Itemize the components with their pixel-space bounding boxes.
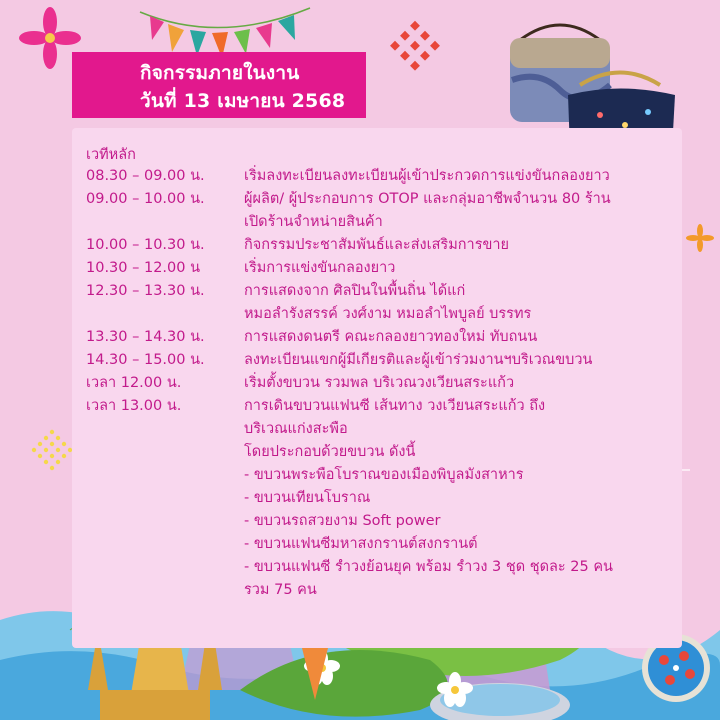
schedule-detail: เปิดร้านจำหน่ายสินค้า (244, 214, 383, 230)
schedule-detail: รวม 75 คน (244, 582, 317, 598)
schedule-time: 13.30 – 14.30 น. (86, 329, 205, 345)
schedule-detail: เริ่มลงทะเบียนลงทะเบียนผู้เข้าประกวดการแข่งขันกลองยาว (244, 168, 610, 184)
schedule-detail: การแสดงดนตรี คณะกลองยาวทองใหม่ ทับถนน (244, 329, 538, 345)
schedule-detail: โดยประกอบด้วยขบวน ดังนี้ (244, 444, 416, 460)
schedule-time: 14.30 – 15.00 น. (86, 352, 205, 368)
schedule-time: 09.00 – 10.00 น. (86, 191, 205, 207)
schedule-detail: บริเวณแก่งสะพือ (244, 421, 348, 437)
schedule-time: 12.30 – 13.30 น. (86, 283, 205, 299)
parade-list-item: - ขบวนแฟนซีมหาสงกรานต์สงกรานต์ (244, 536, 478, 552)
small-flower-icon (686, 224, 714, 252)
schedule-detail: ลงทะเบียนแขกผู้มีเกียรติและผู้เข้าร่วมงานฯบริเวณขบวน (244, 352, 593, 368)
dotted-diamond-icon (32, 430, 72, 470)
schedule-time: 10.30 – 12.00 น (86, 260, 201, 276)
schedule-time: เวลา 12.00 น. (86, 375, 182, 391)
schedule-time: 10.00 – 10.30 น. (86, 237, 205, 253)
parade-list-item: - ขบวนแฟนซี รำวงย้อนยุค พร้อม รำวง 3 ชุด ชุดละ 25 คน (244, 559, 613, 575)
event-date: วันที่ 13 เมษายน 2568 (140, 90, 346, 112)
schedule-detail: การแสดงจาก ศิลปินในพื้นถิ่น ได้แก่ (244, 283, 466, 299)
bunting-icon (140, 8, 310, 58)
schedule-detail: เริ่มตั้งขบวน รวมพล บริเวณวงเวียนสระแก้ว (244, 375, 515, 391)
page-title: กิจกรรมภายในงาน (140, 62, 300, 84)
parade-list-item: - ขบวนเทียนโบราณ (244, 490, 371, 506)
schedule-detail: กิจกรรมประชาสัมพันธ์และส่งเสริมการขาย (244, 237, 510, 253)
diamond-pattern-icon (390, 21, 440, 71)
parade-list-item: - ขบวนพระพือโบราณของเมืองพิบูลมังสาหาร (244, 467, 524, 483)
schedule-detail: ผู้ผลิต/ ผู้ประกอบการ OTOP และกลุ่มอาชีพจำนวน 80 ร้าน (244, 191, 611, 207)
schedule-detail: การเดินขบวนแฟนซี เส้นทาง วงเวียนสระแก้ว ถึง (244, 398, 546, 414)
schedule-detail: หมอลำรังสรรค์ วงศ์งาม หมอลำไพบูลย์ บรรทร (244, 306, 532, 322)
schedule-detail: เริ่มการแข่งขันกลองยาว (244, 260, 396, 276)
schedule-time: 08.30 – 09.00 น. (86, 168, 205, 184)
section-label: เวทีหลัก (86, 147, 136, 163)
parade-list-item: - ขบวนรถสวยงาม Soft power (244, 513, 441, 529)
schedule-time: เวลา 13.00 น. (86, 398, 182, 414)
